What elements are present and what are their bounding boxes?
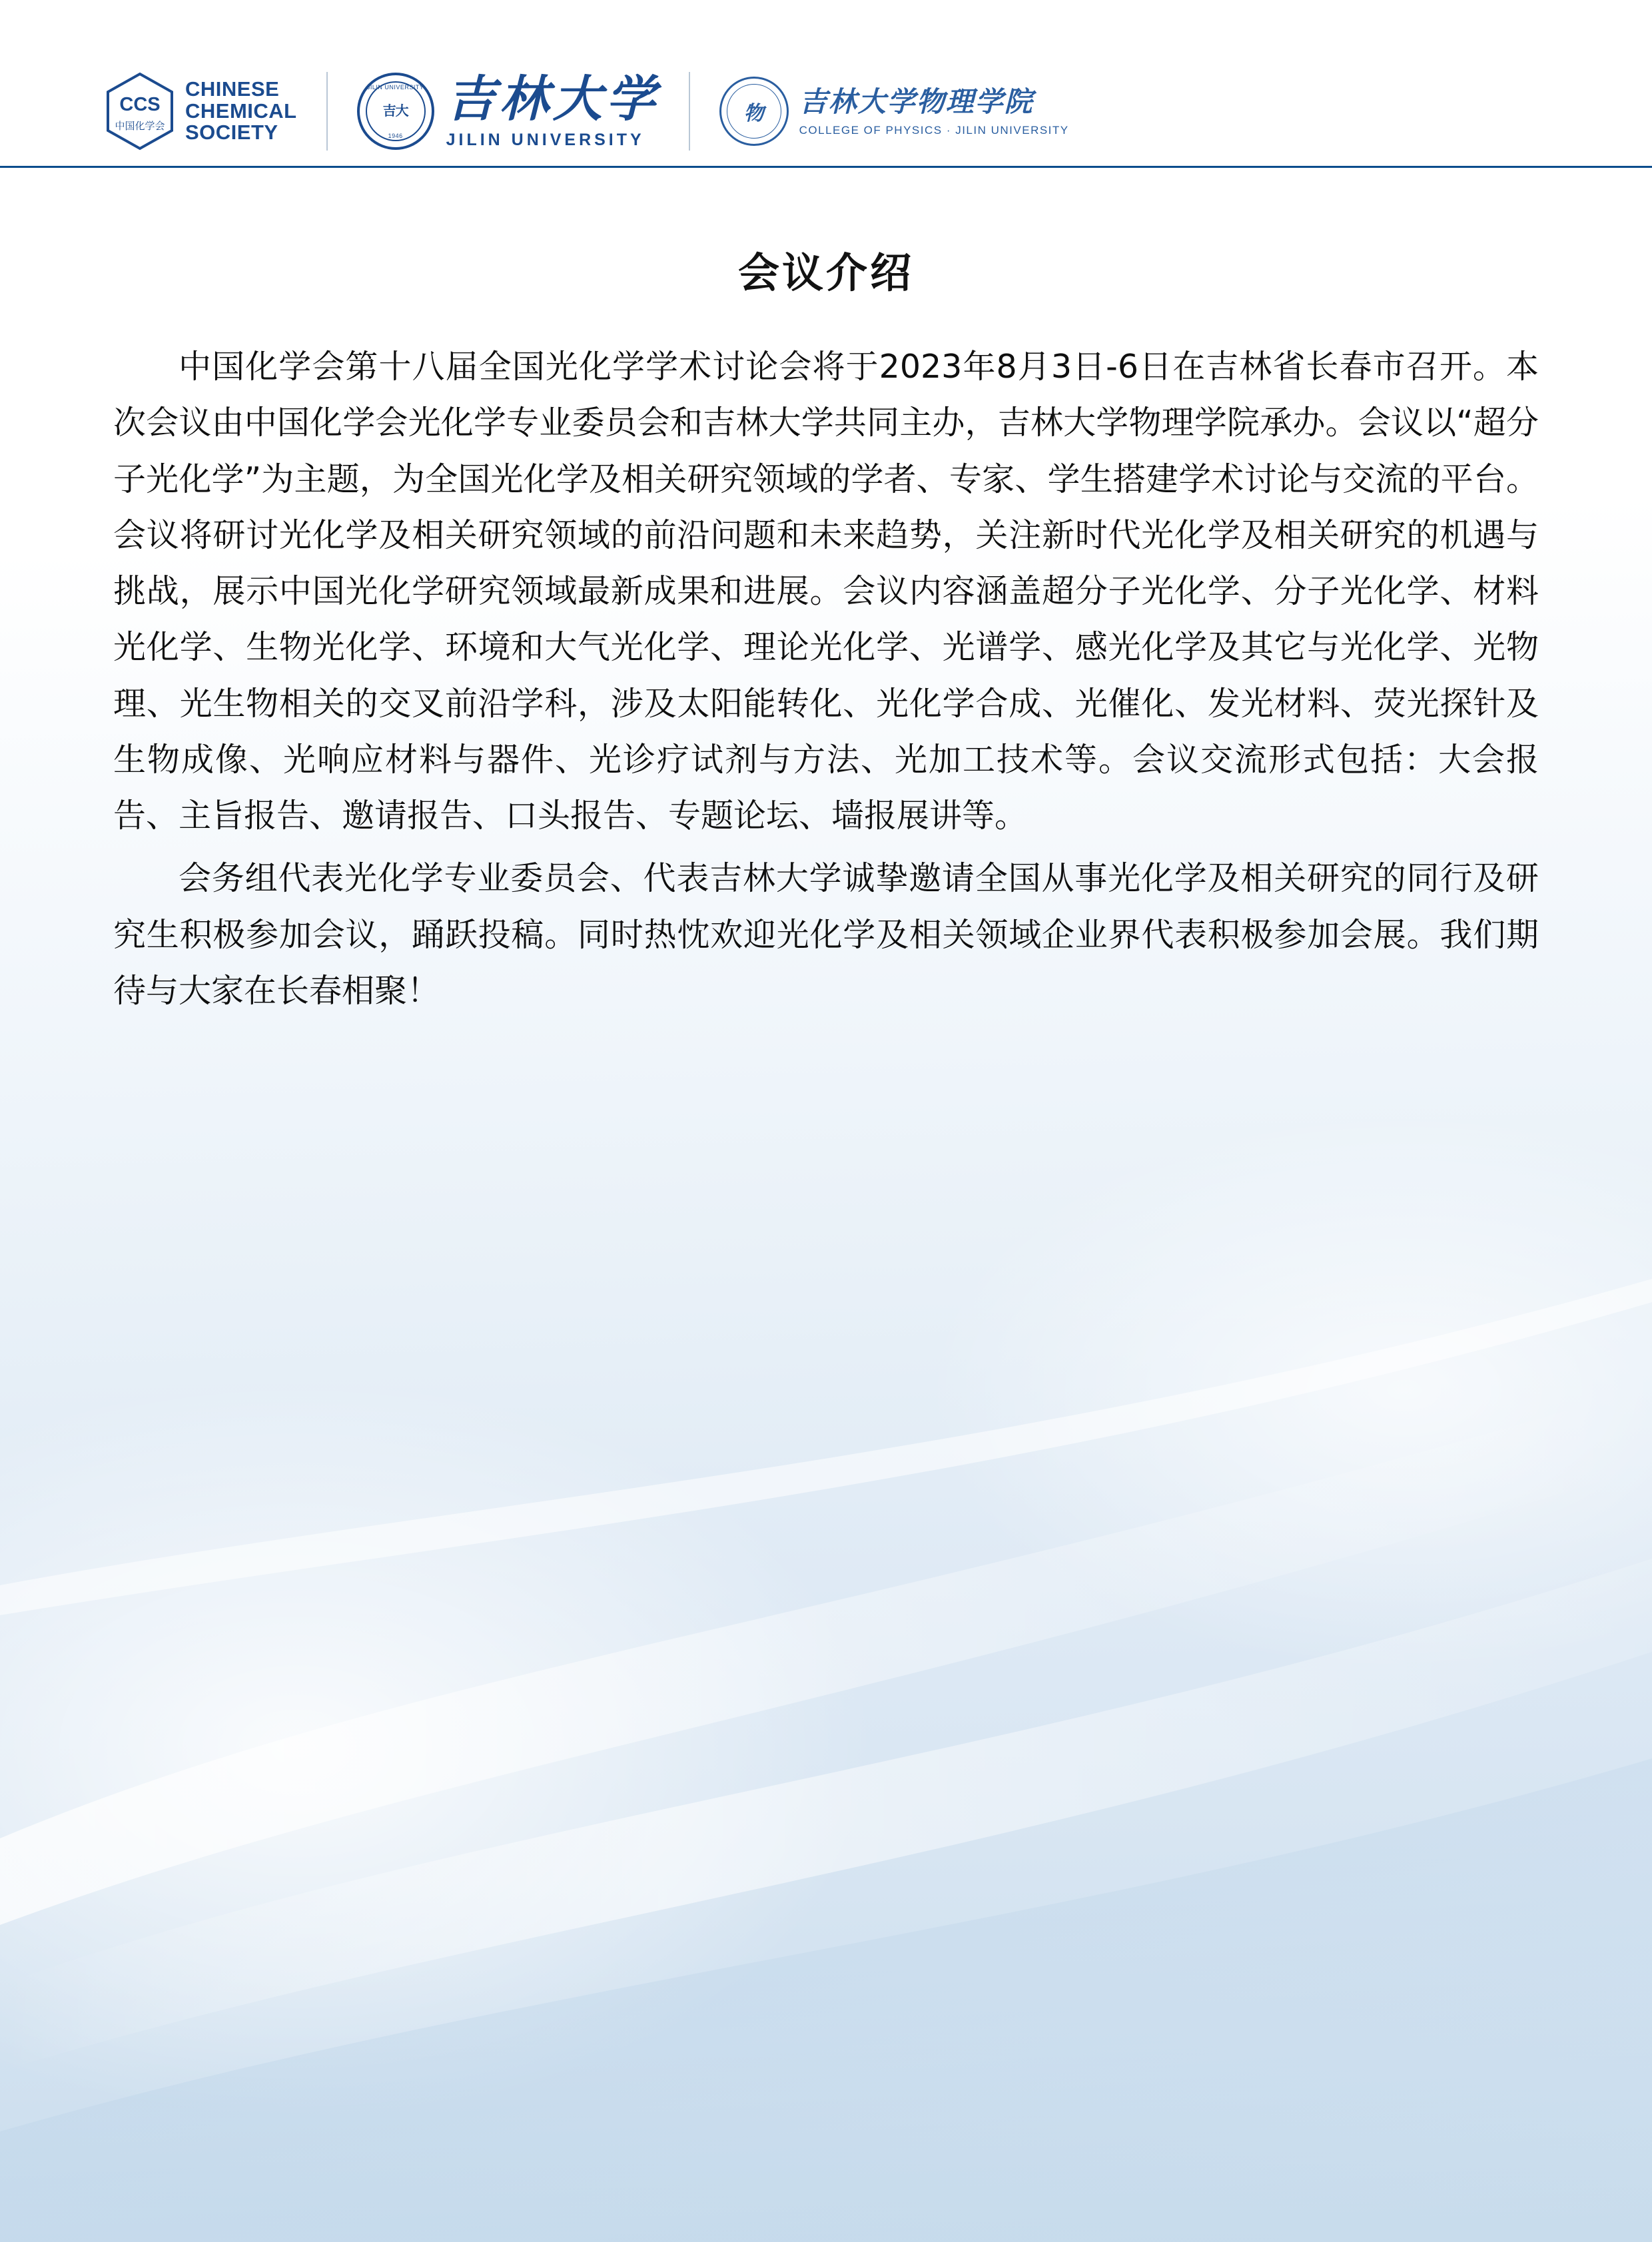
svg-text:中国化学会: 中国化学会 [115,120,165,132]
college-name-en: COLLEGE OF PHYSICS · JILIN UNIVERSITY [799,124,1069,137]
paragraph-1: 中国化学会第十八届全国光化学学术讨论会将于2023年8月3日-6日在吉林省长春市召开。本次会议由中国化学会光化学专业委员会和吉林大学共同主办，吉林大学物理学院承办。会议以“超分子光化学”为主题，为全国光化学及相关研究领域的学者、专家、学生搭建学术讨论与交流的平台。会议将研讨光化学及相关研究领域的前沿问题和未来趋势，关注新时代光化学及相关研究的机遇与挑战，展示中国光化学研究领域最新成果和进展。会议内容涵盖超分子光化学、分子光化学、材料光化学、生物光化学、环境和大气光化学、理论光化学、光谱学、感光化学及其它与光化学、光物理、光生物相关的交叉前沿学科，涉及太阳能转化、光化学合成、光催化、发光材料、荧光探针及生物成像、光响应材料与器件、光诊疗试剂与方法、光加工技术等。会议交流形式包括：大会报告、主旨报告、邀请报告、口头报告、专题论坛、墙报展讲等。 [113,348,1539,835]
jlu-seal-core: 吉大 [382,103,408,119]
ccs-hexagon-icon [105,72,175,151]
jlu-seal-arc-bottom: 1946 [388,133,403,139]
paragraph-2: 会务组代表光化学专业委员会、代表吉林大学诚挚邀请全国从事光化学及相关研究的同行及研究生积极参加会议，踊跃投稿。同时热忱欢迎光化学及相关领域企业界代表积极参加会展。我们期待与大家在长春相聚！ [113,859,1539,1010]
document-body [113,339,1539,1019]
logo-row [105,72,1069,151]
page-title: 会议介绍 [737,248,914,297]
logo-divider-2 [689,72,690,151]
ccs-line-2: CHEMICAL [185,99,297,123]
jlu-name-en: JILIN UNIVERSITY [446,130,645,149]
page-header [0,0,1652,168]
svg-text:CCS: CCS [119,94,161,115]
ccs-line-1: CHINESE [185,77,280,101]
ccs-logo-text [185,79,297,145]
jlu-seal-icon [357,73,434,150]
ccs-line-3: SOCIETY [185,121,278,145]
jlu-seal-arc-top: JILIN UNIVERSITY [366,84,424,91]
logo-divider-1 [326,72,328,151]
college-name-cn: 吉林大学物理学院 [799,85,1034,118]
background-swoosh [0,1186,1652,2242]
college-of-physics-logo [719,77,1069,146]
physics-badge-text: 物 [743,102,764,125]
physics-badge-icon [719,77,789,146]
ccs-logo [105,72,297,151]
jlu-logo-text [446,70,659,149]
jlu-logo [357,70,659,150]
document-content [0,168,1652,1026]
jlu-name-cn: 吉林大学 [446,70,659,128]
college-of-physics-text [799,85,1069,138]
